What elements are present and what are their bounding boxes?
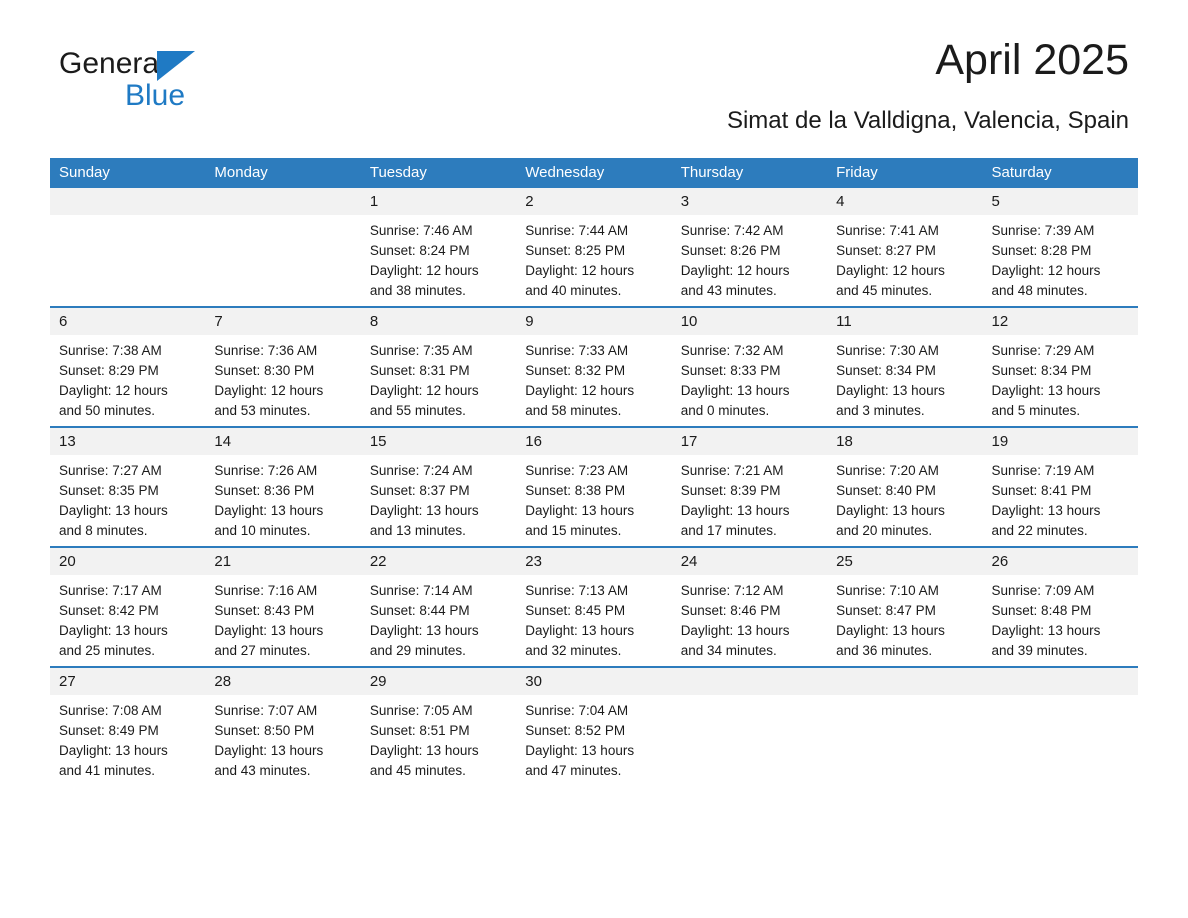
day-info-line: Sunset: 8:25 PM — [525, 243, 626, 258]
day-info-line: and 34 minutes. — [680, 643, 777, 658]
day-number — [827, 668, 982, 695]
calendar-day-cell[interactable] — [516, 427, 671, 547]
day-info-line: Sunrise: 7:16 AM — [214, 583, 318, 598]
day-sun-info — [672, 575, 827, 661]
day-number: 25 — [827, 548, 982, 575]
day-info-line: Sunrise: 7:21 AM — [680, 463, 784, 478]
day-info-line: Daylight: 13 hours — [525, 743, 635, 758]
day-sun-info — [827, 575, 982, 661]
calendar-day-cell[interactable] — [983, 307, 1138, 427]
day-sun-info — [50, 695, 205, 781]
day-number: 17 — [672, 428, 827, 455]
calendar-week-row — [50, 547, 1138, 667]
calendar-day-cell[interactable] — [983, 547, 1138, 667]
day-number: 20 — [50, 548, 205, 575]
day-info-line: Daylight: 13 hours — [214, 503, 324, 518]
day-info-line: and 15 minutes. — [525, 523, 622, 538]
logo-text-blue: Blue — [125, 79, 186, 112]
day-number: 2 — [516, 188, 671, 215]
day-info-line: Sunset: 8:31 PM — [369, 363, 470, 378]
day-sun-info — [983, 455, 1138, 541]
day-number: 7 — [205, 308, 360, 335]
day-number: 27 — [50, 668, 205, 695]
day-info-line: Sunrise: 7:17 AM — [59, 583, 162, 598]
calendar-day-cell[interactable] — [672, 307, 827, 427]
day-info-line: Sunrise: 7:35 AM — [369, 343, 473, 358]
day-info-line: and 29 minutes. — [369, 643, 466, 658]
day-info-line: and 43 minutes. — [680, 283, 777, 298]
day-info-line: Daylight: 12 hours — [59, 383, 168, 398]
day-info-line: Sunset: 8:32 PM — [525, 363, 626, 378]
day-info-line: Sunset: 8:34 PM — [836, 363, 936, 378]
calendar-day-cell[interactable] — [672, 547, 827, 667]
day-sun-info — [361, 455, 516, 541]
day-info-line: Sunrise: 7:38 AM — [59, 343, 162, 358]
day-number: 22 — [361, 548, 516, 575]
day-info-line: Daylight: 13 hours — [525, 623, 635, 638]
calendar-day-cell[interactable] — [672, 427, 827, 547]
calendar-day-cell[interactable] — [205, 307, 360, 427]
weekday-header-sunday: Sunday — [50, 158, 205, 188]
day-sun-info — [205, 695, 360, 781]
calendar-day-cell[interactable] — [983, 188, 1138, 307]
day-sun-info — [516, 575, 671, 661]
page-subtitle: Simat de la Valldigna, Valencia, Spain — [726, 107, 1129, 134]
day-sun-info — [205, 575, 360, 661]
day-info-line: Sunset: 8:33 PM — [680, 363, 781, 378]
day-number: 19 — [983, 428, 1138, 455]
day-info-line: and 45 minutes. — [836, 283, 933, 298]
day-info-line: Sunset: 8:47 PM — [836, 603, 936, 618]
day-number — [983, 668, 1138, 695]
day-number: 13 — [50, 428, 205, 455]
day-number: 23 — [516, 548, 671, 575]
day-info-line: Daylight: 13 hours — [836, 503, 945, 518]
weekday-header-thursday: Thursday — [672, 158, 827, 188]
day-info-line: Sunset: 8:35 PM — [59, 483, 159, 498]
day-info-line: Sunset: 8:37 PM — [369, 483, 470, 498]
day-info-line: Sunrise: 7:41 AM — [836, 223, 939, 238]
day-info-line: Daylight: 13 hours — [369, 743, 479, 758]
day-info-line: Sunset: 8:38 PM — [525, 483, 626, 498]
day-info-line: Sunset: 8:36 PM — [214, 483, 315, 498]
day-info-line: and 36 minutes. — [836, 643, 933, 658]
day-sun-info — [361, 575, 516, 661]
day-info-line: Daylight: 12 hours — [525, 383, 635, 398]
day-info-line: Sunrise: 7:23 AM — [525, 463, 629, 478]
calendar-day-cell[interactable] — [672, 188, 827, 307]
weekday-header-monday: Monday — [205, 158, 360, 188]
day-info-line: Sunrise: 7:24 AM — [369, 463, 473, 478]
day-sun-info — [827, 455, 982, 541]
day-info-line: Daylight: 13 hours — [680, 383, 790, 398]
general-blue-logo — [59, 48, 259, 118]
month-calendar — [50, 158, 1138, 786]
day-sun-info — [205, 335, 360, 421]
day-sun-info — [361, 695, 516, 781]
calendar-day-cell[interactable] — [50, 307, 205, 427]
day-info-line: Sunset: 8:30 PM — [214, 363, 315, 378]
day-info-line: and 58 minutes. — [525, 403, 622, 418]
day-number: 26 — [983, 548, 1138, 575]
calendar-day-cell[interactable] — [827, 427, 982, 547]
calendar-day-cell[interactable] — [361, 307, 516, 427]
day-sun-info — [827, 215, 982, 301]
calendar-empty-cell — [205, 188, 360, 307]
day-number: 29 — [361, 668, 516, 695]
day-info-line: Sunrise: 7:09 AM — [991, 583, 1095, 598]
weekday-header-wednesday: Wednesday — [516, 158, 671, 188]
day-info-line: and 41 minutes. — [59, 763, 156, 778]
day-info-line: and 45 minutes. — [369, 763, 466, 778]
day-info-line: Sunrise: 7:19 AM — [991, 463, 1095, 478]
day-info-line: Sunset: 8:52 PM — [525, 723, 626, 738]
logo-text-general: General — [59, 47, 166, 80]
day-info-line: Daylight: 12 hours — [369, 263, 479, 278]
day-info-line: and 48 minutes. — [991, 283, 1088, 298]
calendar-day-cell[interactable] — [516, 667, 671, 786]
day-info-line: Sunrise: 7:20 AM — [836, 463, 939, 478]
day-number: 5 — [983, 188, 1138, 215]
day-info-line: Sunset: 8:34 PM — [991, 363, 1092, 378]
day-info-line: and 0 minutes. — [680, 403, 770, 418]
day-info-line: and 25 minutes. — [59, 643, 156, 658]
day-number — [205, 188, 360, 215]
day-info-line: Sunrise: 7:13 AM — [525, 583, 629, 598]
calendar-empty-cell — [50, 188, 205, 307]
day-number: 18 — [827, 428, 982, 455]
day-number: 4 — [827, 188, 982, 215]
day-number: 3 — [672, 188, 827, 215]
day-info-line: Sunrise: 7:10 AM — [836, 583, 939, 598]
day-info-line: Daylight: 13 hours — [525, 503, 635, 518]
day-info-line: Sunrise: 7:39 AM — [991, 223, 1095, 238]
day-info-line: and 13 minutes. — [369, 523, 466, 538]
day-number: 21 — [205, 548, 360, 575]
calendar-day-cell[interactable] — [516, 307, 671, 427]
day-info-line: Sunset: 8:40 PM — [836, 483, 936, 498]
day-info-line: and 55 minutes. — [369, 403, 466, 418]
day-number: 1 — [361, 188, 516, 215]
day-number: 15 — [361, 428, 516, 455]
calendar-day-cell[interactable] — [983, 427, 1138, 547]
day-info-line: Sunset: 8:39 PM — [680, 483, 781, 498]
triangle-icon — [157, 51, 195, 81]
calendar-day-cell[interactable] — [827, 547, 982, 667]
day-info-line: and 32 minutes. — [525, 643, 622, 658]
calendar-body — [50, 188, 1138, 786]
calendar-day-cell[interactable] — [205, 547, 360, 667]
day-number: 9 — [516, 308, 671, 335]
day-sun-info — [516, 215, 671, 301]
day-info-line: Daylight: 13 hours — [59, 743, 168, 758]
day-sun-info — [983, 335, 1138, 421]
day-info-line: and 3 minutes. — [836, 403, 925, 418]
day-sun-info — [516, 455, 671, 541]
day-info-line: Sunrise: 7:07 AM — [214, 703, 318, 718]
day-info-line: Sunset: 8:42 PM — [59, 603, 159, 618]
day-number: 6 — [50, 308, 205, 335]
day-info-line: and 20 minutes. — [836, 523, 933, 538]
day-sun-info — [672, 215, 827, 301]
day-info-line: Daylight: 12 hours — [991, 263, 1101, 278]
day-info-line: and 53 minutes. — [214, 403, 311, 418]
day-info-line: Sunset: 8:45 PM — [525, 603, 626, 618]
day-info-line: Sunset: 8:24 PM — [369, 243, 470, 258]
day-info-line: Sunset: 8:48 PM — [991, 603, 1092, 618]
day-info-line: and 50 minutes. — [59, 403, 156, 418]
day-number — [50, 188, 205, 215]
calendar-empty-cell — [672, 667, 827, 786]
day-sun-info — [50, 335, 205, 421]
day-sun-info — [50, 455, 205, 541]
day-info-line: Sunset: 8:28 PM — [991, 243, 1092, 258]
day-sun-info — [516, 335, 671, 421]
day-number: 28 — [205, 668, 360, 695]
day-info-line: and 27 minutes. — [214, 643, 311, 658]
calendar-day-cell[interactable] — [827, 188, 982, 307]
day-info-line: Sunrise: 7:04 AM — [525, 703, 629, 718]
calendar-empty-cell — [827, 667, 982, 786]
day-info-line: and 8 minutes. — [59, 523, 148, 538]
day-info-line: and 22 minutes. — [991, 523, 1088, 538]
day-sun-info — [205, 455, 360, 541]
day-info-line: and 38 minutes. — [369, 283, 466, 298]
day-number: 24 — [672, 548, 827, 575]
weekday-header-friday: Friday — [827, 158, 982, 188]
day-sun-info — [672, 335, 827, 421]
day-info-line: and 5 minutes. — [991, 403, 1081, 418]
day-info-line: Sunset: 8:41 PM — [991, 483, 1092, 498]
calendar-week-row — [50, 307, 1138, 427]
day-info-line: Daylight: 13 hours — [369, 623, 479, 638]
weekday-header-tuesday: Tuesday — [361, 158, 516, 188]
calendar-day-cell[interactable] — [50, 667, 205, 786]
day-info-line: Sunrise: 7:44 AM — [525, 223, 629, 238]
weekday-header-row — [50, 158, 1138, 188]
day-info-line: Sunset: 8:46 PM — [680, 603, 781, 618]
day-info-line: Sunset: 8:43 PM — [214, 603, 315, 618]
day-info-line: Sunrise: 7:05 AM — [369, 703, 473, 718]
day-sun-info — [983, 215, 1138, 301]
day-info-line: Daylight: 13 hours — [369, 503, 479, 518]
day-info-line: Daylight: 12 hours — [680, 263, 790, 278]
day-info-line: Sunrise: 7:12 AM — [680, 583, 784, 598]
calendar-day-cell[interactable] — [516, 547, 671, 667]
page-header — [50, 0, 1138, 134]
calendar-empty-cell — [983, 667, 1138, 786]
calendar-day-cell[interactable] — [516, 188, 671, 307]
calendar-week-row — [50, 427, 1138, 547]
day-info-line: Sunrise: 7:08 AM — [59, 703, 162, 718]
day-info-line: Sunrise: 7:32 AM — [680, 343, 784, 358]
day-info-line: Sunrise: 7:33 AM — [525, 343, 629, 358]
day-info-line: Daylight: 12 hours — [369, 383, 479, 398]
day-info-line: Sunrise: 7:30 AM — [836, 343, 939, 358]
day-number — [672, 668, 827, 695]
day-sun-info — [50, 575, 205, 661]
day-info-line: Sunset: 8:27 PM — [836, 243, 936, 258]
calendar-day-cell[interactable] — [827, 307, 982, 427]
day-sun-info — [672, 455, 827, 541]
day-info-line: Daylight: 13 hours — [680, 623, 790, 638]
day-info-line: Sunset: 8:44 PM — [369, 603, 470, 618]
day-info-line: Daylight: 13 hours — [214, 743, 324, 758]
calendar-day-cell[interactable] — [205, 427, 360, 547]
day-sun-info — [516, 695, 671, 781]
day-info-line: and 17 minutes. — [680, 523, 777, 538]
day-sun-info — [827, 335, 982, 421]
day-info-line: Daylight: 13 hours — [59, 623, 168, 638]
day-sun-info — [361, 215, 516, 301]
calendar-day-cell[interactable] — [50, 427, 205, 547]
calendar-day-cell[interactable] — [361, 667, 516, 786]
calendar-day-cell[interactable] — [50, 547, 205, 667]
day-number: 8 — [361, 308, 516, 335]
day-number: 10 — [672, 308, 827, 335]
day-info-line: Sunrise: 7:42 AM — [680, 223, 784, 238]
day-info-line: Daylight: 12 hours — [525, 263, 635, 278]
day-info-line: Daylight: 13 hours — [836, 383, 945, 398]
day-info-line: Sunrise: 7:14 AM — [369, 583, 473, 598]
day-info-line: Daylight: 13 hours — [991, 383, 1101, 398]
day-info-line: Sunset: 8:49 PM — [59, 723, 159, 738]
calendar-week-row — [50, 667, 1138, 786]
day-info-line: and 39 minutes. — [991, 643, 1088, 658]
calendar-day-cell[interactable] — [361, 427, 516, 547]
day-number: 30 — [516, 668, 671, 695]
day-info-line: and 43 minutes. — [214, 763, 311, 778]
day-sun-info — [361, 335, 516, 421]
day-info-line: Sunrise: 7:27 AM — [59, 463, 162, 478]
day-info-line: Daylight: 13 hours — [991, 503, 1101, 518]
day-info-line: Sunrise: 7:26 AM — [214, 463, 318, 478]
day-info-line: Daylight: 13 hours — [836, 623, 945, 638]
day-info-line: Daylight: 13 hours — [214, 623, 324, 638]
day-info-line: and 40 minutes. — [525, 283, 622, 298]
day-sun-info — [983, 575, 1138, 661]
day-info-line: and 10 minutes. — [214, 523, 311, 538]
day-info-line: Daylight: 12 hours — [836, 263, 945, 278]
day-info-line: and 47 minutes. — [525, 763, 622, 778]
calendar-week-row — [50, 188, 1138, 307]
day-info-line: Sunset: 8:26 PM — [680, 243, 781, 258]
day-number: 16 — [516, 428, 671, 455]
day-info-line: Sunrise: 7:29 AM — [991, 343, 1095, 358]
calendar-day-cell[interactable] — [205, 667, 360, 786]
day-info-line: Sunset: 8:51 PM — [369, 723, 470, 738]
day-info-line: Sunset: 8:50 PM — [214, 723, 315, 738]
day-info-line: Daylight: 13 hours — [991, 623, 1101, 638]
calendar-day-cell[interactable] — [361, 188, 516, 307]
day-info-line: Sunrise: 7:36 AM — [214, 343, 318, 358]
day-info-line: Daylight: 13 hours — [59, 503, 168, 518]
day-info-line: Sunrise: 7:46 AM — [369, 223, 473, 238]
day-number: 11 — [827, 308, 982, 335]
page-title: April 2025 — [935, 36, 1129, 84]
weekday-header-saturday: Saturday — [983, 158, 1138, 188]
day-info-line: Sunset: 8:29 PM — [59, 363, 159, 378]
calendar-day-cell[interactable] — [361, 547, 516, 667]
day-number: 12 — [983, 308, 1138, 335]
day-info-line: Daylight: 12 hours — [214, 383, 324, 398]
day-info-line: Daylight: 13 hours — [680, 503, 790, 518]
day-number: 14 — [205, 428, 360, 455]
